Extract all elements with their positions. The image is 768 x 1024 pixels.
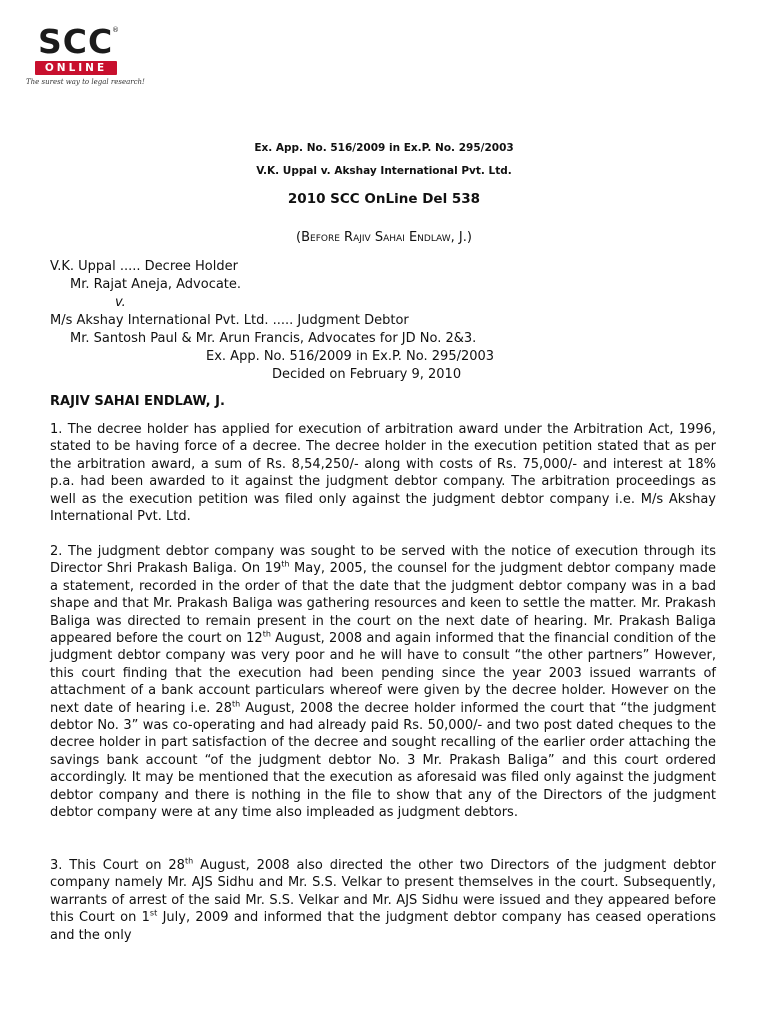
citation: 2010 SCC OnLine Del 538 bbox=[287, 191, 481, 207]
paragraph-3: 3. This Court on 28th August, 2008 also directed the other two Directors of the judgment debtor company namely Mr. AJS Sidhu and Mr. S.S. Velkar to present themselves in the court. Subsequently, warrants of arrest of the said Mr. S.S. Velkar and Mr. AJS Sidhu were issued and they appeared before this Court on 1st July, 2009 and informed that the judgment debtor company has ceased operations and the only bbox=[50, 856, 717, 943]
logo-online-badge: ONLINE bbox=[35, 61, 117, 75]
paragraph-1: 1. The decree holder has applied for execution of arbitration award under the Arbitration Act, 1996, stated to be having force of a decree. The decree holder in the execution petition stated that as per the arbitration award, a sum of Rs. 8,54,250/- along with costs of Rs. 75,000/- and interest at 18% p.a. had been awarded to it against the judgment debtor company. The arbitration proceedings as well as the execution petition was filed only against the judgment debtor company i.e. M/s Akshay International Pvt. Ltd. bbox=[50, 422, 716, 525]
case-number: Ex. App. No. 516/2009 in Ex.P. No. 295/2003 bbox=[254, 142, 514, 154]
judgment-debtor: M/s Akshay International Pvt. Ltd. ..... Judgment Debtor bbox=[50, 313, 409, 328]
logo-brand: SCC bbox=[38, 22, 114, 61]
versus: v. bbox=[115, 295, 126, 310]
logo-registered-mark: ® bbox=[112, 26, 119, 34]
decree-holder: V.K. Uppal ..... Decree Holder bbox=[50, 259, 238, 274]
case-title: V.K. Uppal v. Akshay International Pvt. Ltd. bbox=[256, 165, 512, 177]
decree-holder-counsel: Mr. Rajat Aneja, Advocate. bbox=[70, 277, 242, 292]
judgment-debtor-counsel: Mr. Santosh Paul & Mr. Arun Francis, Advocates for JD No. 2&3. bbox=[70, 331, 477, 346]
case-number-repeat: Ex. App. No. 516/2009 in Ex.P. No. 295/2003 bbox=[206, 349, 495, 364]
decided-on: Decided on February 9, 2010 bbox=[272, 367, 462, 382]
logo-tagline: The surest way to legal research! bbox=[26, 78, 145, 86]
scc-online-logo bbox=[26, 24, 146, 94]
judge-name: RAJIV SAHAI ENDLAW, J. bbox=[50, 394, 225, 409]
bench: (Before Rajiv Sahai Endlaw, J.) bbox=[296, 230, 472, 245]
paragraph-2: 2. The judgment debtor company was sought to be served with the notice of execution through its Director Shri Prakash Baliga. On 19th May, 2005, the counsel for the judgment debtor company made a statement, recorded in the order of that the date that the judgment debtor company was in a bad shape and that Mr. Prakash Baliga was gathering resources and keen to settle the matter. Mr. Prakash Baliga was directed to remain present in the court on the next date of hearing. Mr. Prakash Baliga appeared before the court on 12th August, 2008 and again informed that the financial condition of the judgment debtor company was very poor and he will have to consult “the other partners” However, this court finding that the execution had been pending since the year 2003 issued warrants of attachment of a bank account particulars whereof were given by the decree holder. However on the next date of hearing i.e. 28th August, 2008 the decree holder informed the court that “the judgment debtor No. 3” was co-operating and had already paid Rs. 50,000/- and two post dated cheques to the decree holder in part satisfaction of the decree and sought recalling of the earlier order attaching the savings bank account “of the judgment debtor No. 3 Mr. Prakash Baliga” and this court ordered accordingly. It may be mentioned that the execution as aforesaid was filed only against the judgment debtor company and there is nothing in the file to show that any of the Directors of the judgment debtor company were at any time also impleaded as judgment debtors. bbox=[50, 544, 716, 821]
